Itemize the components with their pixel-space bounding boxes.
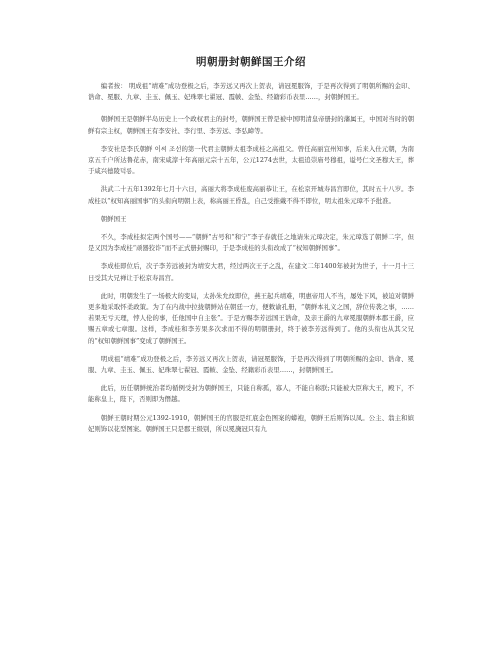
- paragraph-editor-note: 编者按： 明成祖“靖难”成功登极之后，李芳远又再次上贺表，请冠冕服饰，于是再次得到了明朝所赐的金印、诰命、冕服、九章、圭玉、佩玉、妃珠翠七翟冠、霞帔、金坠、经籍彩币表里……，封朝鲜国王。: [88, 82, 414, 102]
- paragraph-subheading: 朝鲜国王: [100, 214, 127, 223]
- paragraph: 李安社是李氏朝鲜 이씨 조선的第一代君主朝鲜太祖李成桂之高祖父。曾任高丽宜州知事，后来入仕元朝，为南京五千户所达鲁花赤，南宋咸淳十年高丽元宗十五年，公元1274去世，太祖追崇庙号穆祖，谥号仁文圣穆大王，葬于咸兴德陵덕릉。: [88, 144, 414, 176]
- paragraph: 明成祖“靖难”成功登极之后，李芳远又再次上贺表，请冠冕服饰，于是再次得到了明朝所赐的金印、诰命、冕服、九章、圭玉、佩玉、妃珠翠七翟冠、霞帔、金坠、经籍彩币表里……，封朝鲜国王。: [88, 354, 414, 375]
- paragraph: 此时，明朝发生了一场极大的变局，太孙朱允炆即位，燕王起兵靖难，明惠帝用人不当，屡处下风，被迫对朝鲜更多地采取怀柔政策。为了在内战中拉拢朝鲜站在朝廷一方，便敕谕孔册，“朝鲜本礼义之国，辞位传袭之事，……若果无亏天理，悖人伦的事，任他国中自主张”。于是方赐李芳远国王诰命，及亲王爵的九章冕服朝鲜本郡王爵，应赐五章或七章服。这样，李成桂和李芳果多次求而不得的明朝册封，终于被李芳远得到了。他的头衔也从其父兄的“权知朝鲜国事”变成了朝鲜国王。: [88, 291, 414, 345]
- paragraph: 朝鲜王朝时期公元1392-1910，朝鲜国王的官服是红底金色图案的蟒袍，朝鲜王后则饰以凤。公主、翁主和嫔妃则饰以花型图案。朝鲜国王只是郡王级别，所以冕旒冠只有九: [88, 413, 414, 433]
- paragraph: 洪武二十五年1392年七月十六日，高丽大将李成桂废高丽恭让王，在松京开城寿昌宫即位，其时五十八岁。李成桂以“权知高丽国事”的头衔向明朝上表，称高丽王昏乱，自己受推戴不得不即位，明太祖朱元璋不予批准。: [88, 185, 414, 205]
- document-title: 明朝册封朝鲜国王介绍: [196, 56, 306, 68]
- paragraph: 此后，历任朝鲜统治者均循例受封为朝鲜国王，只能自称孤，寡人，不能自称朕;只能被大臣称大王，殿下，不能称皇上，陛下，否则即为僭越。: [88, 384, 414, 404]
- paragraph: 不久，李成桂拟定两个国号——“朝鲜”古号和“和宁”李子春就任之地请朱元璋决定，朱元璋选了朝鲜二字，但是又因为李成桂“顽器狡诈”而不正式册封赐印，于是李成桂的头衔改成了“权知朝鲜国事”。: [88, 233, 414, 253]
- paragraph: 李成桂即位后，次子李芳远被封为靖安大君，经过两次王子之乱，在建文二年1400年被封为世子，十一月十三日受其大兄禅让于松京寿昌宫。: [88, 262, 414, 282]
- paragraph: 朝鲜国王是朝鲜半岛历史上一个政权君主的封号，朝鲜国王曾是被中国明清皇帝册封的藩属王，中国对当时的朝鲜有宗主权，朝鲜国王有李安社、李行里、李芳远、李弘暐等。: [88, 115, 414, 135]
